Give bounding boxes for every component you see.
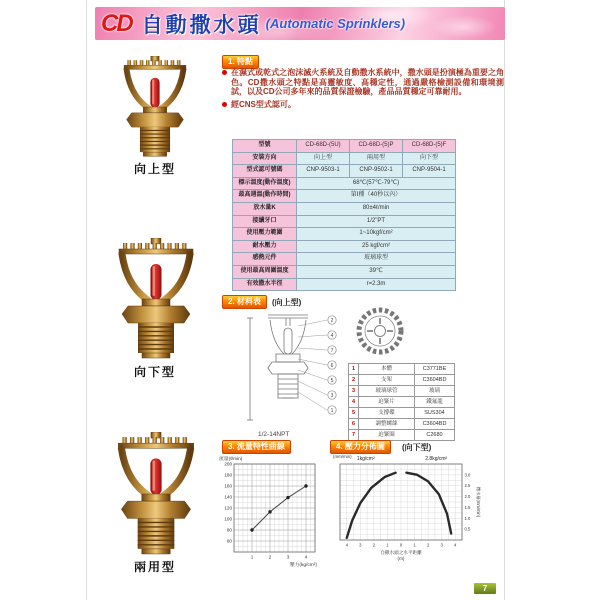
cross-section-drawing — [238, 308, 346, 432]
svg-text:1.0: 1.0 — [464, 515, 471, 521]
spec-value: CNP-9504-1 — [403, 165, 456, 178]
svg-text:3: 3 — [359, 542, 362, 548]
part-name: 本體 — [359, 364, 415, 375]
part-number: 6 — [349, 419, 359, 430]
spec-value: CNP-9502-1 — [350, 165, 403, 178]
feature-text: 在濕式或乾式之泡沫滅火系統及自動撒水系統中，撒水頭是扮演極為重要之角色。CD撒水頭之特點是高靈敏度、高穩定性，通過嚴格檢測設備和環境測試，以及CD公司多年來的品質保證檢驗，產品品質穩定可靠耐用。 — [231, 68, 504, 97]
svg-text:0: 0 — [399, 542, 403, 548]
sprinkler-product-image — [100, 56, 210, 158]
spec-value: 1/2"PT — [297, 215, 456, 228]
svg-text:3: 3 — [440, 542, 443, 548]
svg-text:0.5: 0.5 — [464, 526, 471, 532]
svg-text:4: 4 — [345, 542, 348, 548]
svg-text:2: 2 — [426, 542, 430, 548]
svg-text:(mm/min): (mm/min) — [333, 454, 352, 459]
page-edge-right — [504, 0, 505, 600]
table-row — [233, 177, 456, 190]
spec-label: 標示溫度(動作溫度) — [233, 177, 297, 190]
svg-text:(m): (m) — [397, 556, 405, 561]
svg-text:140: 140 — [224, 494, 232, 500]
part-material: C3771BE — [415, 364, 455, 375]
section-badge-flow-curve: 3. 流量特性曲線 — [222, 440, 291, 454]
spec-label: 安裝方向 — [233, 152, 297, 165]
table-row — [233, 165, 456, 178]
sprinkler-product-image — [100, 238, 212, 360]
page-title-english: (Automatic Sprinklers) — [265, 16, 406, 31]
product-label-upright: 向上型 — [133, 162, 176, 176]
svg-text:3: 3 — [330, 392, 334, 399]
spec-value: 玻璃球型 — [297, 253, 456, 266]
svg-text:80: 80 — [226, 527, 232, 533]
svg-text:4: 4 — [454, 542, 457, 548]
spec-value: 1~10kgf/cm² — [297, 228, 456, 241]
spec-value: 向下型 — [403, 152, 456, 165]
svg-text:2: 2 — [330, 317, 334, 324]
materials-table — [348, 363, 455, 441]
sprinkler-product-image — [100, 432, 212, 556]
part-material: C3604BD — [415, 419, 455, 430]
svg-text:壓力(kg/cm²): 壓力(kg/cm²) — [289, 563, 317, 568]
spec-value: 80±4ℓ/min — [297, 202, 456, 215]
table-row — [233, 215, 456, 228]
svg-text:4: 4 — [304, 554, 308, 560]
flow-characteristic-chart — [216, 452, 322, 574]
product-label-dual: 兩用型 — [133, 560, 176, 574]
svg-text:1: 1 — [250, 554, 254, 560]
svg-text:6: 6 — [330, 362, 334, 369]
svg-text:撒水量(mm/min): 撒水量(mm/min) — [476, 486, 481, 518]
feature-item — [222, 100, 504, 110]
part-material: 玻璃 — [415, 386, 455, 397]
part-name: 玻璃球管 — [359, 386, 415, 397]
part-number: 1 — [349, 364, 359, 375]
spec-value: CD-68D-(5)F — [403, 140, 456, 153]
brand-logo: CD — [101, 9, 132, 37]
svg-text:3: 3 — [286, 554, 290, 560]
spec-value: CNP-9503-1 — [297, 165, 350, 178]
spec-label: 接續牙口 — [233, 215, 297, 228]
part-number: 2 — [349, 375, 359, 386]
table-row — [349, 397, 455, 408]
spec-value: 39℃ — [297, 265, 456, 278]
page-number-badge: 7 — [474, 583, 496, 594]
bullet-icon — [222, 102, 227, 107]
table-row — [233, 228, 456, 241]
spec-label: 型式認可號碼 — [233, 165, 297, 178]
spec-label: 型號 — [233, 140, 297, 153]
svg-text:4: 4 — [330, 332, 334, 339]
spec-label: 最高週溫(動作時間) — [233, 190, 297, 203]
spec-value: CD-68D-(5U) — [297, 140, 350, 153]
table-row — [233, 152, 456, 165]
svg-text:3.0: 3.0 — [464, 472, 471, 478]
table-row — [233, 265, 456, 278]
spec-value: 兩用型 — [350, 152, 403, 165]
spec-label: 使用壓力範圍 — [233, 228, 297, 241]
spec-table — [232, 139, 456, 291]
product-image-dual — [100, 432, 212, 556]
svg-text:7: 7 — [330, 347, 334, 354]
part-material: C2680 — [415, 430, 455, 441]
spec-label: 感熱元件 — [233, 253, 297, 266]
svg-text:1.5: 1.5 — [464, 504, 471, 510]
spec-value: CD-68D-(5)P — [350, 140, 403, 153]
svg-text:1: 1 — [386, 542, 389, 548]
part-material: 鐵氟龍 — [415, 397, 455, 408]
table-row — [233, 278, 456, 291]
table-row — [233, 240, 456, 253]
svg-text:60: 60 — [226, 538, 232, 544]
feature-item — [222, 68, 504, 97]
product-label-pendent: 向下型 — [133, 365, 176, 379]
part-name: 迫緊圈 — [359, 430, 415, 441]
svg-text:1kg/cm²: 1kg/cm² — [356, 456, 375, 462]
spec-label: 使用最高周圍溫度 — [233, 265, 297, 278]
table-row — [233, 190, 456, 203]
page-edge-left — [86, 0, 87, 600]
table-row — [349, 430, 455, 441]
part-material: C3604BD — [415, 375, 455, 386]
spec-value: r=2.3m — [297, 278, 456, 291]
product-image-upright — [100, 56, 210, 158]
part-name: 支架 — [359, 375, 415, 386]
spec-label: 耐水壓力 — [233, 240, 297, 253]
table-row — [349, 375, 455, 386]
svg-text:2: 2 — [268, 554, 272, 560]
features-list — [222, 68, 504, 112]
svg-text:100: 100 — [224, 516, 232, 522]
product-image-pendent — [100, 238, 212, 360]
svg-text:流量(ℓ/min): 流量(ℓ/min) — [219, 457, 243, 462]
table-row — [349, 386, 455, 397]
svg-text:5: 5 — [330, 377, 334, 384]
svg-text:2.5: 2.5 — [464, 483, 471, 489]
spec-value: 向上型 — [297, 152, 350, 165]
table-row — [233, 202, 456, 215]
svg-text:200: 200 — [224, 461, 232, 467]
bullet-icon — [222, 70, 227, 75]
svg-text:1: 1 — [413, 542, 416, 548]
section-badge-materials: 2. 材料表 — [222, 295, 267, 309]
spec-value: 68℃(57℃-79℃) — [297, 177, 456, 190]
part-number: 5 — [349, 408, 359, 419]
header-banner — [95, 7, 505, 40]
table-row — [349, 408, 455, 419]
svg-text:120: 120 — [224, 505, 232, 511]
materials-note: (向上型) — [272, 298, 302, 307]
svg-text:2.8kg/cm²: 2.8kg/cm² — [425, 456, 448, 462]
svg-text:1: 1 — [330, 407, 334, 414]
spec-value: 第Ⅰ種（40秒以內） — [297, 190, 456, 203]
part-material: SUS304 — [415, 408, 455, 419]
feature-text: 經CNS型式認可。 — [231, 99, 296, 109]
part-number: 4 — [349, 397, 359, 408]
spec-label: 有效撒水半徑 — [233, 278, 297, 291]
thread-size-label: 1/2-14NPT — [258, 431, 290, 438]
page-title: 自動撒水頭 — [141, 13, 262, 37]
table-row — [233, 140, 456, 153]
svg-text:2: 2 — [372, 542, 376, 548]
section-badge-features: 1. 特點 — [222, 55, 259, 69]
pressure-distribution-chart — [330, 450, 482, 574]
part-number: 7 — [349, 430, 359, 441]
spec-value: 25 kgf/cm² — [297, 240, 456, 253]
part-name: 迫緊片 — [359, 397, 415, 408]
part-name: 調整螺絲 — [359, 419, 415, 430]
table-row — [349, 419, 455, 430]
svg-text:2.0: 2.0 — [464, 494, 471, 500]
svg-text:160: 160 — [224, 483, 232, 489]
part-number: 3 — [349, 386, 359, 397]
part-name: 支撐碟 — [359, 408, 415, 419]
distribution-note: (向下型) — [402, 443, 432, 452]
table-row — [233, 253, 456, 266]
table-row — [349, 364, 455, 375]
deflector-top-view-drawing — [348, 303, 412, 359]
section-badge-distribution: 4. 壓力分佈圖 — [330, 440, 391, 454]
svg-text:自撒水頭之水平距離: 自撒水頭之水平距離 — [380, 550, 422, 555]
svg-text:180: 180 — [224, 472, 232, 478]
spec-label: 放水量K — [233, 202, 297, 215]
